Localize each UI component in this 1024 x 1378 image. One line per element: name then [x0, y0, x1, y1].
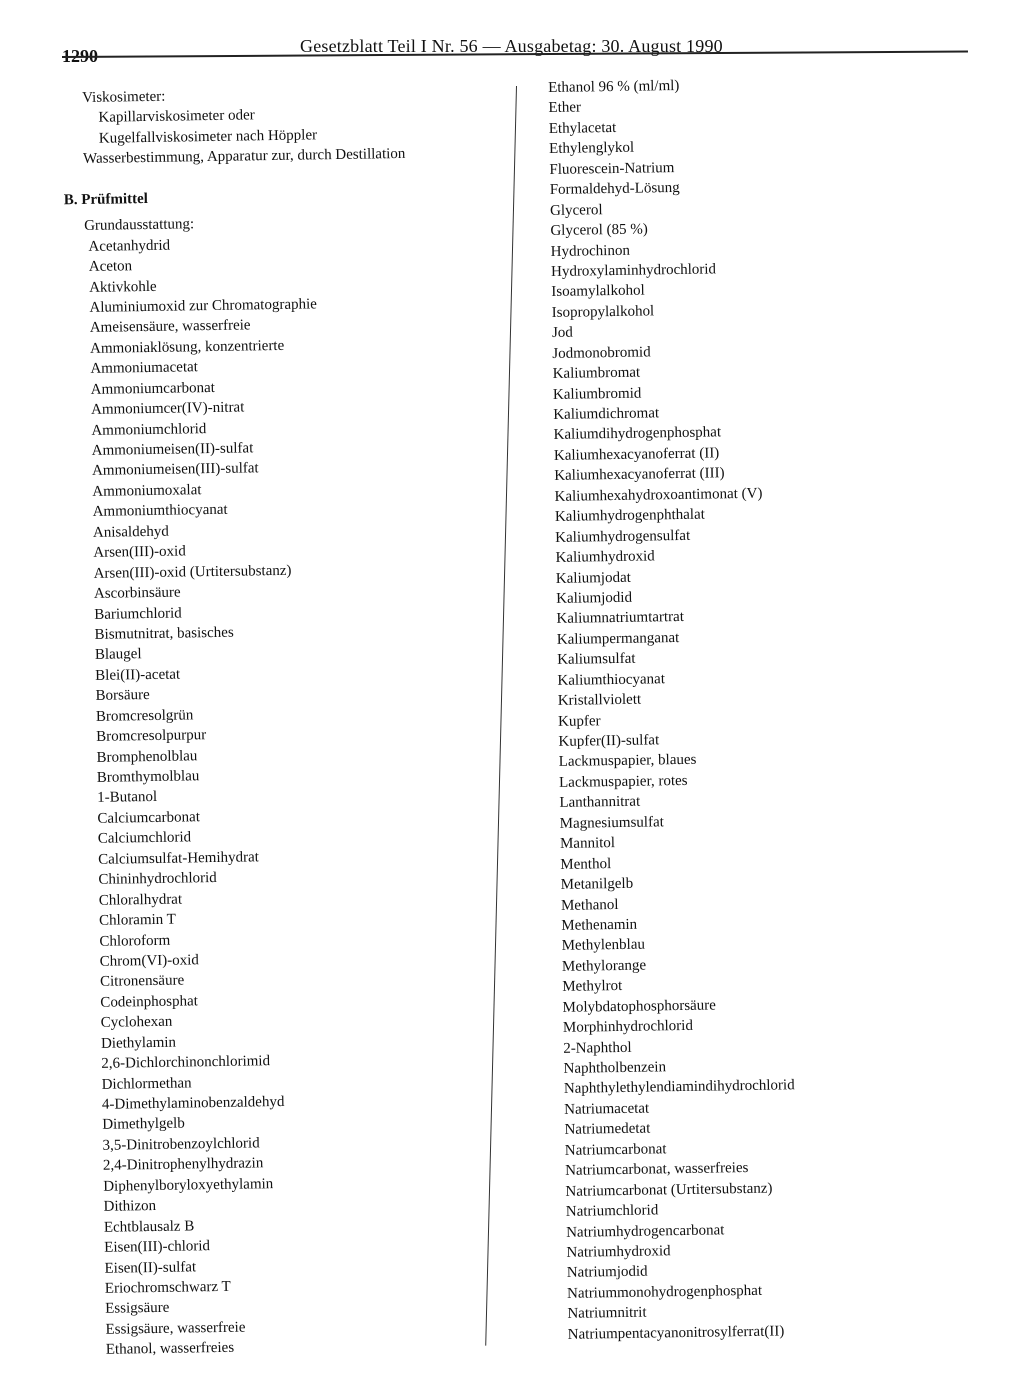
list-item: Kaliumthiocyanat: [557, 670, 666, 689]
list-item: Fluorescein-Natrium: [549, 159, 675, 178]
list-item: Chloralhydrat: [98, 891, 183, 909]
list-item: Kaliumhexacyanoferrat (II): [553, 445, 720, 464]
list-item: Natriumhydroxid: [566, 1243, 671, 1261]
list-item: Ethylacetat: [548, 119, 617, 137]
list-item: Blei(II)-acetat: [95, 666, 181, 684]
right-column: [548, 71, 1008, 1345]
list-item: Lackmuspapier, rotes: [558, 772, 688, 791]
list-item: Kaliumjodat: [555, 569, 631, 587]
left-column: [63, 81, 542, 1360]
list-item: Natriumnitrit: [567, 1304, 647, 1323]
list-item: Kaliumbromid: [552, 385, 642, 403]
list-item: 1-Butanol: [97, 789, 158, 807]
list-item: Jodmonobromid: [552, 344, 651, 362]
list-item: Citronensäure: [99, 972, 185, 991]
list-item: Calciumsulfat-Hemihydrat: [97, 849, 260, 868]
list-item: Bismutnitrat, basisches: [94, 624, 234, 643]
list-item: Natriumjodid: [566, 1263, 648, 1282]
list-item: Glycerol: [549, 201, 603, 219]
list-item: Natriumcarbonat: [564, 1141, 667, 1159]
list-item: Cyclohexan: [100, 1013, 173, 1032]
list-item: Natriumchlorid: [565, 1202, 659, 1220]
list-item: Kaliumnatriumtartrat: [556, 609, 685, 628]
list-item: Molybdatophosphorsäure: [562, 997, 717, 1016]
right-item-list: [548, 71, 1008, 1345]
list-item: Ammoniumoxalat: [92, 482, 202, 500]
list-item: Ameisensäure, wasserfreie: [89, 317, 251, 337]
list-item: Glycerol (85 %): [550, 221, 648, 240]
list-item: Natriumcarbonat, wasserfreies: [565, 1160, 749, 1180]
list-item: Ethylenglykol: [548, 139, 635, 158]
list-item: Essigsäure: [105, 1300, 170, 1318]
list-item: Aluminiumoxid zur Chromatographie: [89, 296, 318, 316]
page-number: 1290: [62, 46, 98, 66]
list-item: Ethanol, wasserfreies: [105, 1340, 235, 1359]
list-item: Chrom(VI)-oxid: [99, 952, 199, 970]
list-item: Bromcresolgrün: [95, 707, 194, 725]
list-item: Kaliumhydrogenphthalat: [554, 506, 705, 526]
list-item: Diethylamin: [100, 1034, 177, 1052]
list-item: Acetanhydrid: [88, 237, 171, 255]
list-item: Kristallviolett: [557, 691, 642, 710]
list-item: Kaliumhexacyanoferrat (III): [554, 465, 725, 485]
list-item: Borsäure: [95, 687, 150, 705]
list-item: Ethanol 96 % (ml/ml): [548, 77, 680, 96]
list-item: Methylenblau: [561, 936, 646, 955]
list-item: Methylorange: [561, 957, 647, 975]
list-item: Diphenylboryloxyethylamin: [103, 1175, 274, 1195]
list-item: Essigsäure, wasserfreie: [105, 1319, 246, 1338]
list-item: Bromthymolblau: [96, 768, 200, 786]
list-item: 3,5-Dinitrobenzoylchlorid: [102, 1135, 260, 1154]
list-item: Ammoniumacetat: [90, 359, 198, 378]
list-item: Eisen(II)-sulfat: [104, 1258, 197, 1277]
list-item: Lanthannitrat: [559, 793, 641, 812]
list-item: Ammoniumcer(IV)-nitrat: [90, 399, 245, 419]
apparatus-line: Kapillarviskosimeter oder: [98, 107, 255, 127]
list-item: Kaliumhydroxid: [555, 548, 655, 567]
list-item: Natriumacetat: [564, 1100, 650, 1118]
list-item: Metanilgelb: [560, 875, 634, 893]
list-item: Calciumchlorid: [97, 829, 192, 848]
list-item: Bariumchlorid: [94, 604, 182, 623]
list-item: Aceton: [88, 258, 133, 275]
list-item: Ascorbinsäure: [93, 584, 181, 602]
list-item: Ammoniumeisen(II)-sulfat: [91, 440, 254, 459]
list-item: Anisaldehyd: [92, 523, 169, 541]
list-item: Calciumcarbonat: [97, 809, 201, 827]
list-item: Ammoniumcarbonat: [90, 379, 215, 398]
list-item: Kaliumjodid: [556, 589, 633, 607]
subheading: Grundausstattung:: [84, 216, 195, 235]
list-item: Isopropylalkohol: [551, 303, 655, 321]
list-item: Chloramin T: [98, 911, 177, 929]
list-item: Ammoniaklösung, konzentrierte: [89, 337, 285, 357]
list-item: Jod: [551, 324, 573, 342]
list-item: Natriumpentacyanonitrosylferrat(II): [567, 1323, 785, 1343]
list-item: Hydrochinon: [550, 242, 630, 260]
list-item: Kupfer(II)-sulfat: [558, 732, 660, 750]
list-item: Kaliumhexahydroxoantimonat (V): [554, 485, 763, 505]
list-item: Kaliumpermanganat: [556, 629, 680, 648]
list-item: Dichlormethan: [101, 1074, 192, 1093]
list-item: Natriumcarbonat (Urtitersubstanz): [565, 1180, 773, 1200]
list-item: Eriochromschwarz T: [104, 1278, 231, 1297]
list-item: Ammoniumeisen(III)-sulfat: [91, 460, 259, 480]
list-item: Eisen(III)-chlorid: [104, 1238, 211, 1256]
list-item: Blaugel: [94, 646, 142, 664]
list-item: Chininhydrochlorid: [98, 870, 217, 889]
section-heading: B. Prüfmittel: [63, 190, 149, 209]
list-item: Lackmuspapier, blaues: [558, 752, 697, 771]
list-item: Ether: [548, 99, 582, 117]
list-item: 4-Dimethylaminobenzaldehyd: [101, 1093, 285, 1113]
list-item: 2,6-Dichlorchinonchlorimid: [101, 1053, 271, 1072]
list-item: Natriumhydrogencarbonat: [566, 1221, 725, 1241]
list-item: Echtblausalz B: [103, 1218, 195, 1236]
list-item: Methylrot: [562, 978, 623, 996]
list-item: Natriummonohydrogenphosphat: [566, 1282, 763, 1302]
list-item: Hydroxylaminhydrochlorid: [550, 261, 717, 280]
list-item: Arsen(III)-oxid (Urtitersubstanz): [93, 562, 292, 582]
list-item: Mannitol: [559, 835, 616, 853]
running-head: Gesetzblatt Teil I Nr. 56 — Ausgabetag: 30. August 1990: [300, 36, 723, 56]
list-item: 2,4-Dinitrophenylhydrazin: [102, 1155, 264, 1175]
apparatus-line: Viskosimeter:: [82, 88, 166, 106]
list-item: Morphinhydrochlorid: [562, 1017, 694, 1037]
list-item: Menthol: [560, 855, 612, 873]
list-item: Dithizon: [103, 1198, 157, 1215]
list-item: Ammoniumthiocyanat: [92, 502, 228, 521]
list-item: Kaliumsulfat: [557, 650, 636, 669]
list-item: Kaliumhydrogensulfat: [555, 527, 691, 546]
list-item: Bromphenolblau: [96, 747, 198, 766]
list-item: Naphthylethylendiamindihydrochlorid: [563, 1077, 795, 1098]
left-item-list: [84, 230, 542, 1361]
list-item: Chloroform: [99, 932, 171, 950]
list-item: Ammoniumchlorid: [91, 420, 207, 439]
list-item: Kaliumdihydrogenphosphat: [553, 424, 722, 444]
list-item: Dimethylgelb: [102, 1115, 185, 1134]
list-item: Natriumedetat: [564, 1120, 651, 1139]
list-item: Aktivkohle: [89, 278, 157, 296]
list-item: Kupfer: [557, 712, 601, 730]
list-item: Kaliumdichromat: [553, 405, 660, 423]
list-item: Methenamin: [561, 916, 638, 934]
list-item: Magnesiumsulfat: [559, 814, 664, 832]
list-item: Kaliumbromat: [552, 364, 641, 383]
list-item: Arsen(III)-oxid: [93, 543, 186, 562]
list-item: Formaldehyd-Lösung: [549, 180, 680, 199]
list-item: 2-Naphthol: [563, 1039, 632, 1057]
list-item: Methanol: [560, 896, 619, 914]
list-item: Codeinphosphat: [100, 993, 198, 1011]
apparatus-line: Kugelfallviskosimeter nach Höppler: [98, 127, 318, 147]
apparatus-line: Wasserbestimmung, Apparatur zur, durch Destillation: [82, 146, 406, 168]
list-item: Bromcresolpurpur: [96, 727, 207, 745]
list-item: Naphtholbenzein: [563, 1059, 667, 1077]
list-item: Isoamylalkohol: [551, 282, 645, 301]
